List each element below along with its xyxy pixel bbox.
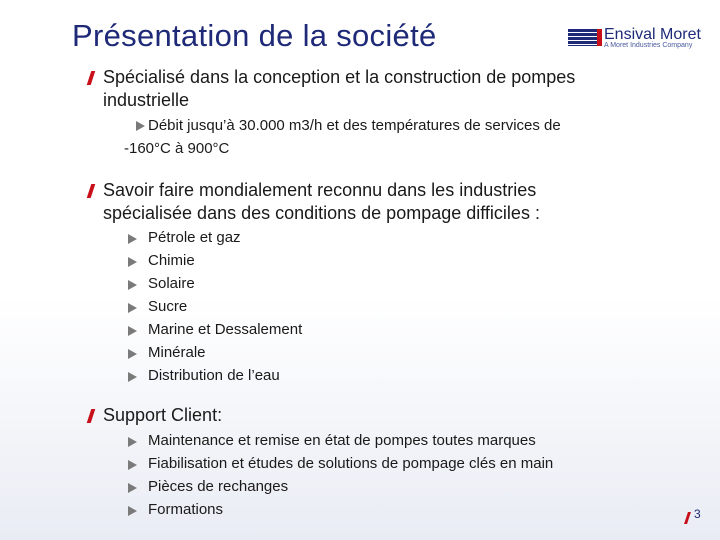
arrow-icon (128, 234, 137, 244)
arrow-icon (128, 506, 137, 516)
arrow-icon (128, 483, 137, 493)
industry-list-item: Pétrole et gaz (148, 229, 241, 246)
arrow-icon (128, 326, 137, 336)
section-2-bullet-icon (87, 184, 96, 198)
section-1-item-line-1: Débit jusqu’à 30.000 m3/h et des températures de services de (148, 117, 561, 134)
section-1-heading-line-2: industrielle (103, 90, 190, 110)
arrow-icon (128, 349, 137, 359)
page-number-marker-icon (684, 512, 691, 524)
industry-list-item: Minérale (148, 344, 206, 361)
section-2-heading-line-1: Savoir faire mondialement reconnu dans les industries (103, 180, 537, 200)
logo-name: Ensival Moret (604, 26, 701, 43)
section-2-heading-line-2: spécialisée dans des conditions de pompage difficiles : (103, 203, 540, 223)
logo-tagline: A Moret Industries Company (604, 42, 693, 49)
arrow-icon (128, 460, 137, 470)
arrow-icon (128, 257, 137, 267)
industry-list-item: Sucre (148, 298, 188, 315)
logo-mark-icon (568, 29, 598, 46)
arrow-icon (128, 372, 137, 382)
section-3-bullet-icon (87, 409, 96, 423)
industry-list-item: Distribution de l’eau (148, 367, 280, 384)
industry-list-item: Solaire (148, 275, 195, 292)
support-list-item: Formations (148, 501, 224, 518)
page-number: 3 (694, 507, 701, 521)
arrow-icon (136, 121, 145, 131)
arrow-icon (128, 280, 137, 290)
slide-title: Présentation de la société (72, 18, 437, 53)
support-list-item: Pièces de rechanges (148, 478, 289, 495)
company-logo (568, 26, 704, 52)
arrow-icon (128, 437, 137, 447)
arrow-icon (128, 303, 137, 313)
section-1-bullet-icon (87, 71, 96, 85)
industry-list-item: Chimie (148, 252, 195, 269)
industry-list-item: Marine et Dessalement (148, 321, 303, 338)
section-1-heading-line-1: Spécialisé dans la conception et la construction de pompes (103, 67, 576, 87)
support-list-item: Fiabilisation et études de solutions de pompage clés en main (148, 455, 554, 472)
section-1-item-line-2: -160°C à 900°C (124, 140, 230, 157)
section-3-heading: Support Client: (103, 405, 223, 425)
support-list-item: Maintenance et remise en état de pompes toutes marques (148, 432, 536, 449)
